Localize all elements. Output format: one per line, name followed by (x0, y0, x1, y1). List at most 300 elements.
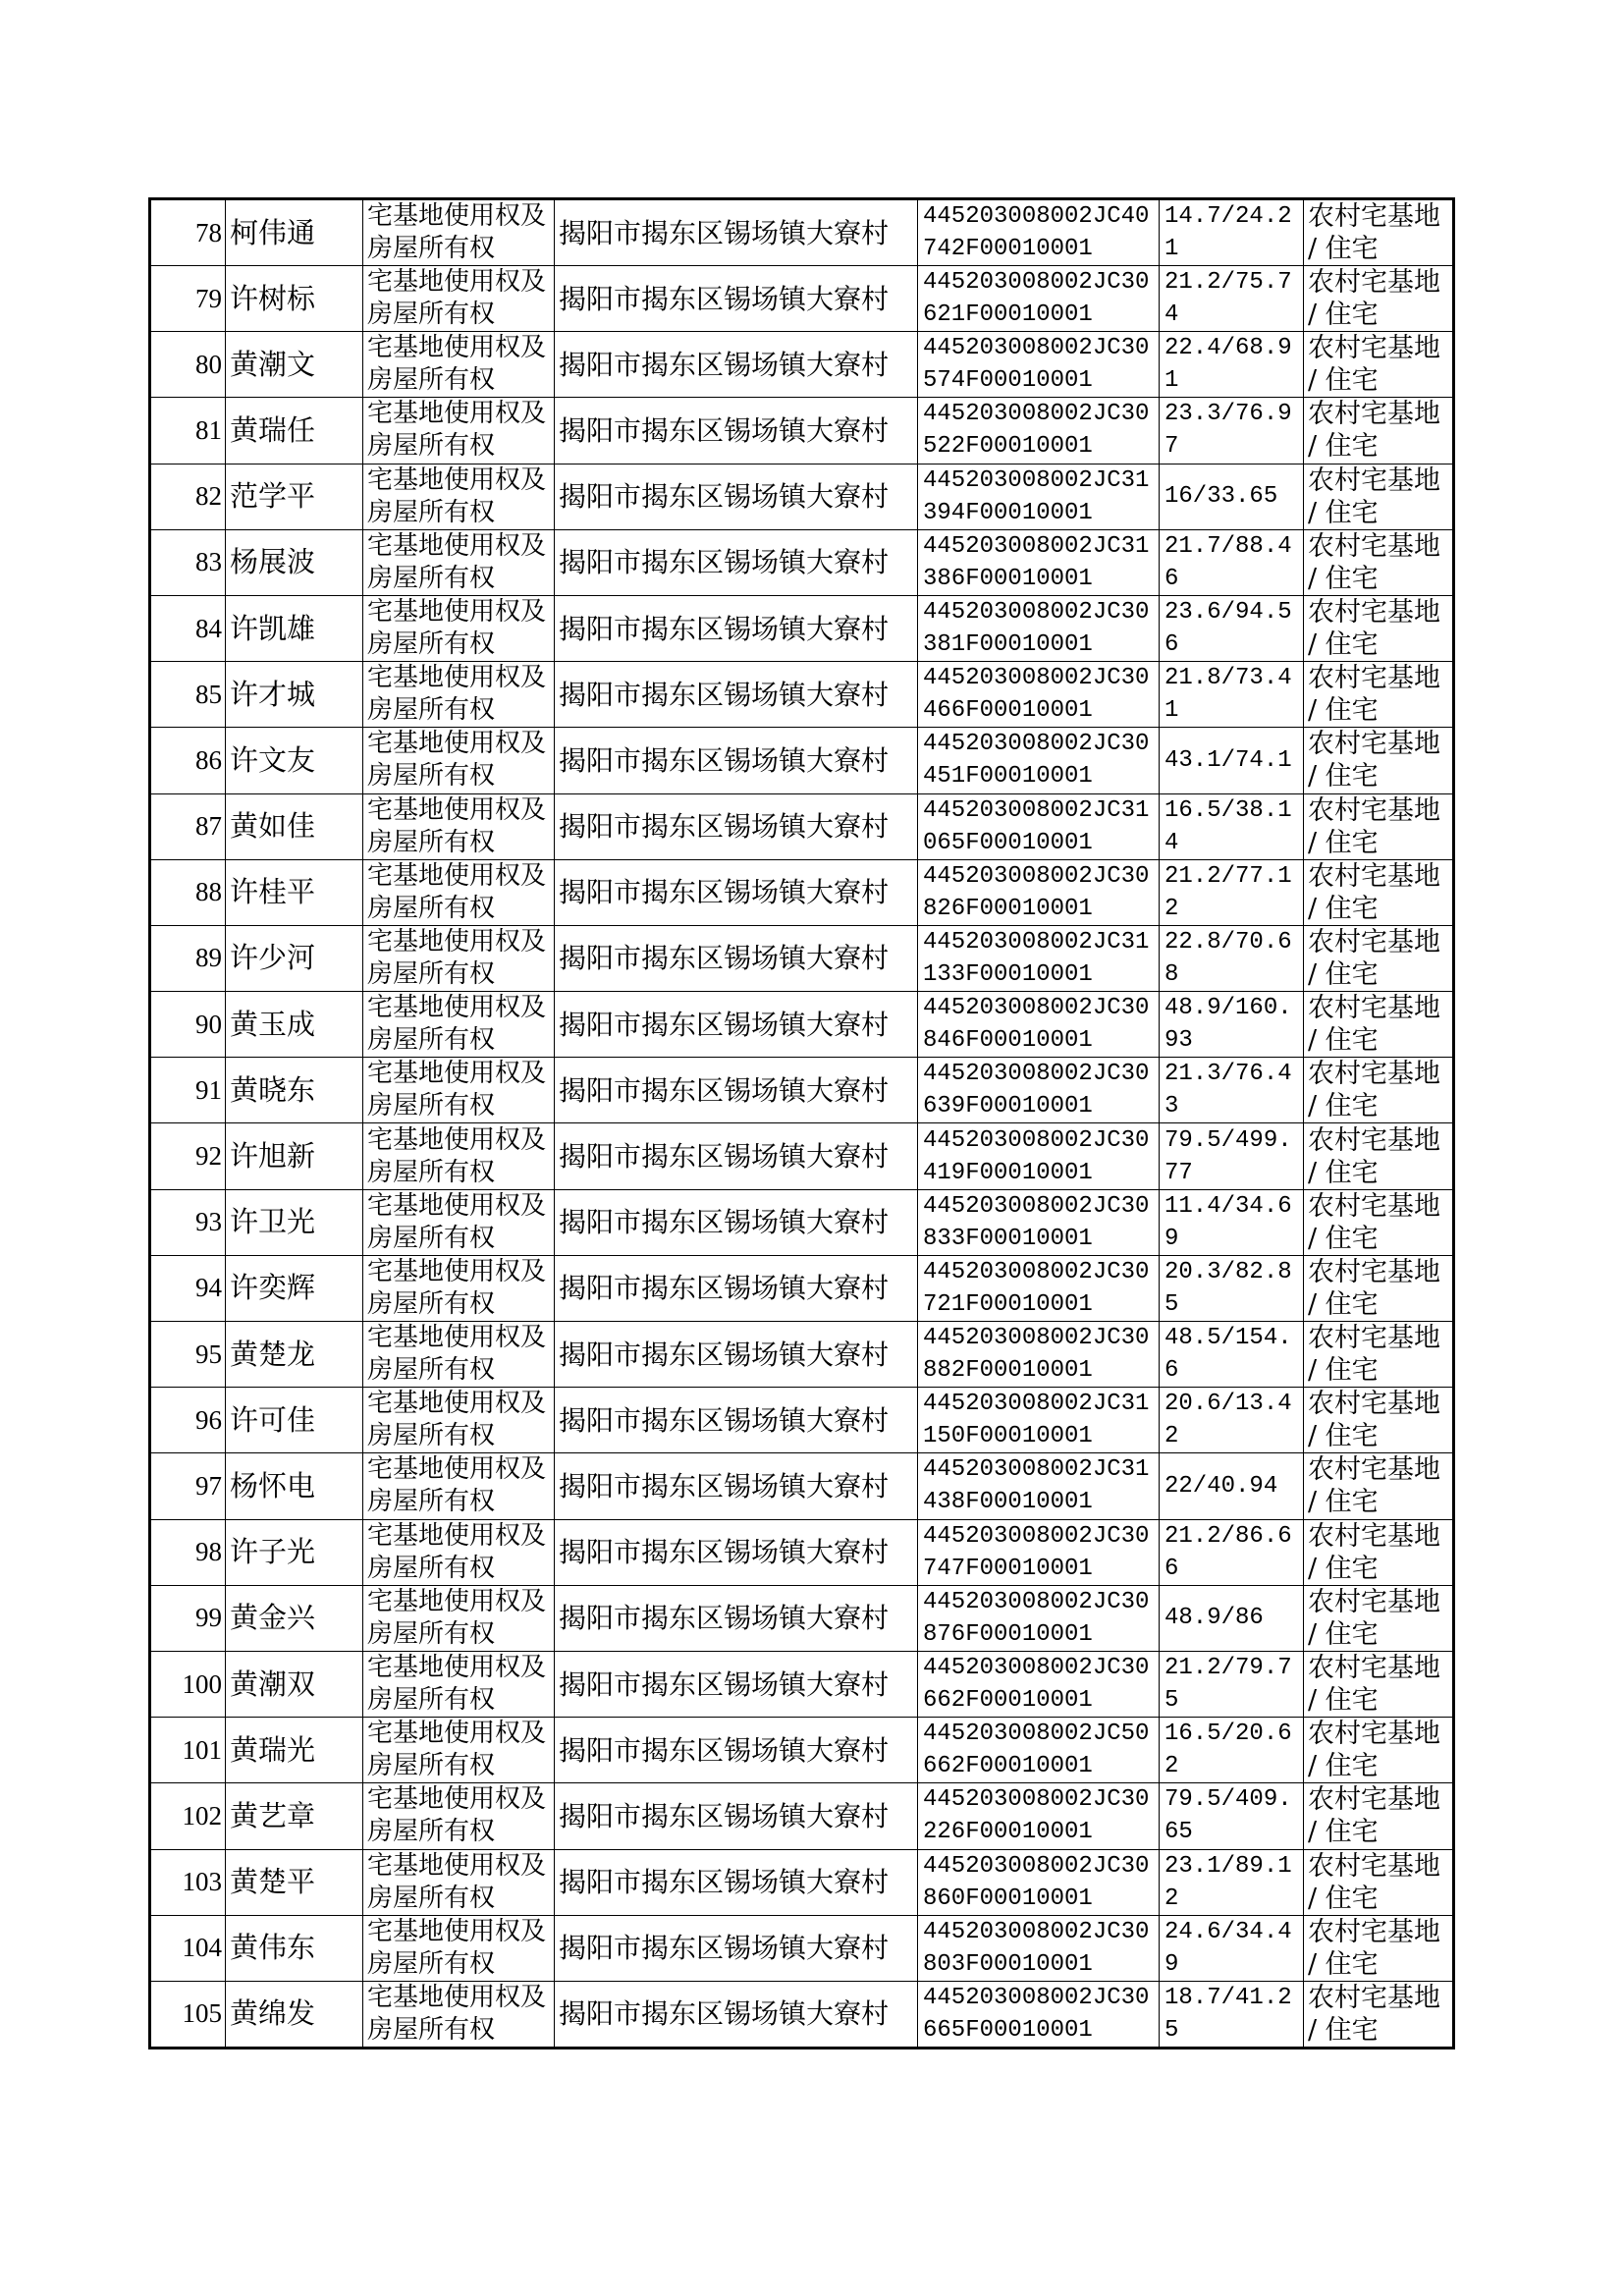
area-value (1160, 199, 1304, 266)
owner-name-text: 黄晓东 (230, 1072, 316, 1107)
land-use-text: 农村宅基地 / 住宅 (1308, 1454, 1440, 1518)
owner-name-text: 许卫光 (230, 1205, 316, 1239)
location-text: 揭阳市揭东区锡场镇大寮村 (559, 1733, 890, 1767)
land-use (1304, 1849, 1454, 1915)
unit-code-text: 445203008002JC31065F00010001 (923, 796, 1150, 856)
owner-name-text: 黄艺章 (230, 1798, 316, 1832)
owner-name (226, 1058, 363, 1123)
row-number-text: 101 (182, 1734, 222, 1765)
land-use (1304, 925, 1454, 991)
area-value (1160, 1123, 1304, 1189)
owner-name-text: 黄玉成 (230, 1007, 316, 1041)
table-row (150, 1651, 1454, 1717)
area-value (1160, 1718, 1304, 1783)
location-text: 揭阳市揭东区锡场镇大寮村 (559, 1799, 890, 1832)
owner-name (226, 1783, 363, 1849)
owner-name-text: 黄如佳 (230, 809, 316, 844)
row-number-text: 104 (182, 1933, 222, 1963)
right-type-text: 宅基地使用权及房屋所有权 (367, 1653, 547, 1716)
owner-name (226, 398, 363, 464)
row-number-text: 100 (182, 1668, 222, 1699)
unit-code (918, 1388, 1160, 1453)
location (555, 1981, 918, 2048)
land-use-text: 农村宅基地 / 住宅 (1308, 1653, 1440, 1717)
location-text: 揭阳市揭东区锡场镇大寮村 (559, 1272, 890, 1305)
right-type (363, 925, 555, 991)
land-use-text: 农村宅基地 / 住宅 (1308, 464, 1440, 528)
unit-code (918, 199, 1160, 266)
unit-code-text: 445203008002JC30419F00010001 (923, 1126, 1150, 1186)
row-number-text: 91 (195, 1074, 222, 1105)
area-value-text: 21.2/75.74 (1164, 269, 1292, 329)
unit-code (918, 1651, 1160, 1717)
land-use (1304, 1585, 1454, 1651)
owner-name (226, 1585, 363, 1651)
unit-code (918, 859, 1160, 925)
table-row (150, 728, 1454, 793)
area-value-text: 43.1/74.1 (1164, 746, 1292, 774)
unit-code (918, 332, 1160, 398)
area-value-text: 21.8/73.41 (1164, 665, 1292, 725)
row-number (150, 199, 226, 266)
land-use (1304, 662, 1454, 728)
land-use-text: 农村宅基地 / 住宅 (1308, 860, 1440, 924)
table-row (150, 332, 1454, 398)
unit-code (918, 1915, 1160, 1981)
location-text: 揭阳市揭东区锡场镇大寮村 (559, 1997, 890, 2031)
owner-name-text: 黄潮文 (230, 347, 316, 381)
row-number (150, 1585, 226, 1651)
right-type (363, 1783, 555, 1849)
location (555, 1519, 918, 1585)
right-type-text: 宅基地使用权及房屋所有权 (367, 1586, 547, 1649)
location-text: 揭阳市揭东区锡场镇大寮村 (559, 480, 890, 514)
land-use (1304, 1189, 1454, 1255)
land-use-text: 农村宅基地 / 住宅 (1308, 1982, 1440, 2046)
land-use-text: 农村宅基地 / 住宅 (1308, 993, 1440, 1057)
owner-name-text: 许桂平 (230, 875, 316, 909)
right-type-text: 宅基地使用权及房屋所有权 (367, 1190, 547, 1253)
table-row (150, 1849, 1454, 1915)
row-number-text: 86 (195, 744, 222, 775)
owner-name (226, 1189, 363, 1255)
land-use (1304, 1981, 1454, 2048)
table-row (150, 1915, 1454, 1981)
land-use-text: 农村宅基地 / 住宅 (1308, 1784, 1440, 1848)
row-number-text: 81 (195, 414, 222, 445)
table-row (150, 1585, 1454, 1651)
right-type-text: 宅基地使用权及房屋所有权 (367, 1982, 547, 2045)
land-use-text: 农村宅基地 / 住宅 (1308, 1586, 1440, 1650)
location (555, 266, 918, 332)
right-type-text: 宅基地使用权及房屋所有权 (367, 1520, 547, 1583)
owner-name-text: 黄瑞任 (230, 412, 316, 447)
land-use (1304, 595, 1454, 661)
row-number (150, 925, 226, 991)
table-row (150, 595, 1454, 661)
right-type-text: 宅基地使用权及房屋所有权 (367, 926, 547, 989)
owner-name-text: 许奕辉 (230, 1271, 316, 1305)
location (555, 595, 918, 661)
row-number-text: 95 (195, 1339, 222, 1369)
right-type (363, 1189, 555, 1255)
location (555, 199, 918, 266)
row-number (150, 1453, 226, 1519)
table-row (150, 1123, 1454, 1189)
location-text: 揭阳市揭东区锡场镇大寮村 (559, 1932, 890, 1965)
unit-code (918, 1058, 1160, 1123)
row-number (150, 529, 226, 595)
location-text: 揭阳市揭东区锡场镇大寮村 (559, 942, 890, 975)
unit-code-text: 445203008002JC30522F00010001 (923, 401, 1150, 461)
table-row (150, 1981, 1454, 2048)
unit-code-text: 445203008002JC30833F00010001 (923, 1192, 1150, 1252)
land-use (1304, 332, 1454, 398)
unit-code (918, 1585, 1160, 1651)
land-use (1304, 1255, 1454, 1321)
table-body (150, 199, 1454, 2049)
table-row (150, 1189, 1454, 1255)
right-type-text: 宅基地使用权及房屋所有权 (367, 597, 547, 660)
right-type-text: 宅基地使用权及房屋所有权 (367, 333, 547, 396)
land-use (1304, 1651, 1454, 1717)
area-value (1160, 1651, 1304, 1717)
area-value-text: 22.4/68.91 (1164, 335, 1292, 395)
owner-name (226, 1123, 363, 1189)
right-type (363, 662, 555, 728)
location (555, 1058, 918, 1123)
unit-code (918, 464, 1160, 529)
location (555, 1849, 918, 1915)
row-number-text: 102 (182, 1800, 222, 1831)
unit-code-text: 445203008002JC30574F00010001 (923, 335, 1150, 395)
unit-code (918, 1123, 1160, 1189)
area-value (1160, 398, 1304, 464)
table-row (150, 1058, 1454, 1123)
right-type (363, 1255, 555, 1321)
unit-code (918, 1849, 1160, 1915)
area-value (1160, 529, 1304, 595)
unit-code (918, 529, 1160, 595)
row-number-text: 84 (195, 613, 222, 643)
unit-code-text: 445203008002JC30665F00010001 (923, 1984, 1150, 2044)
unit-code-text: 445203008002JC30621F00010001 (923, 269, 1150, 329)
row-number-text: 105 (182, 1998, 222, 2029)
unit-code (918, 1783, 1160, 1849)
land-use-text: 农村宅基地 / 住宅 (1308, 399, 1440, 463)
table-row (150, 266, 1454, 332)
right-type-text: 宅基地使用权及房屋所有权 (367, 993, 547, 1056)
right-type-text: 宅基地使用权及房屋所有权 (367, 1389, 547, 1451)
location-text: 揭阳市揭东区锡场镇大寮村 (559, 1140, 890, 1174)
row-number (150, 1849, 226, 1915)
owner-name-text: 黄楚龙 (230, 1337, 316, 1371)
land-use-text: 农村宅基地 / 住宅 (1308, 663, 1440, 727)
land-use (1304, 1388, 1454, 1453)
land-use-text: 农村宅基地 / 住宅 (1308, 597, 1440, 661)
area-value-text: 48.9/86 (1164, 1605, 1264, 1632)
land-use (1304, 529, 1454, 595)
right-type-text: 宅基地使用权及房屋所有权 (367, 1256, 547, 1319)
row-number (150, 1915, 226, 1981)
row-number (150, 332, 226, 398)
row-number (150, 398, 226, 464)
location (555, 992, 918, 1058)
owner-name (226, 925, 363, 991)
row-number-text: 85 (195, 679, 222, 709)
area-value (1160, 1981, 1304, 2048)
area-value-text: 22/40.94 (1164, 1472, 1278, 1500)
area-value-text: 21.2/77.12 (1164, 862, 1292, 922)
row-number-text: 82 (195, 481, 222, 512)
area-value (1160, 728, 1304, 793)
owner-name (226, 1915, 363, 1981)
right-type-text: 宅基地使用权及房屋所有权 (367, 1719, 547, 1781)
land-use-text: 农村宅基地 / 住宅 (1308, 1124, 1440, 1188)
row-number (150, 1388, 226, 1453)
row-number (150, 662, 226, 728)
row-number-text: 96 (195, 1404, 222, 1435)
location-text: 揭阳市揭东区锡场镇大寮村 (559, 1469, 890, 1503)
area-value-text: 23.1/89.12 (1164, 1852, 1292, 1912)
unit-code-text: 445203008002JC31438F00010001 (923, 1456, 1150, 1516)
row-number-text: 79 (195, 283, 222, 313)
area-value (1160, 1322, 1304, 1388)
area-value-text: 14.7/24.21 (1164, 203, 1292, 262)
row-number-text: 78 (195, 217, 222, 247)
unit-code (918, 1255, 1160, 1321)
right-type (363, 793, 555, 859)
row-number (150, 859, 226, 925)
land-use (1304, 1123, 1454, 1189)
right-type (363, 266, 555, 332)
location (555, 398, 918, 464)
location (555, 793, 918, 859)
location (555, 1718, 918, 1783)
unit-code-text: 445203008002JC30226F00010001 (923, 1786, 1150, 1846)
location-text: 揭阳市揭东区锡场镇大寮村 (559, 810, 890, 844)
table-row (150, 1519, 1454, 1585)
row-number (150, 1189, 226, 1255)
table-row (150, 1783, 1454, 1849)
area-value-text: 11.4/34.69 (1164, 1192, 1292, 1252)
right-type-text: 宅基地使用权及房屋所有权 (367, 1059, 547, 1121)
right-type-text: 宅基地使用权及房屋所有权 (367, 530, 547, 593)
location (555, 1255, 918, 1321)
land-use-text: 农村宅基地 / 住宅 (1308, 1059, 1440, 1122)
area-value (1160, 1255, 1304, 1321)
row-number (150, 728, 226, 793)
location-text: 揭阳市揭东区锡场镇大寮村 (559, 1206, 890, 1239)
area-value-text: 23.6/94.56 (1164, 599, 1292, 659)
owner-name (226, 1453, 363, 1519)
area-value (1160, 1915, 1304, 1981)
unit-code (918, 1519, 1160, 1585)
unit-code-text: 445203008002JC40742F00010001 (923, 203, 1150, 262)
right-type (363, 1651, 555, 1717)
owner-name (226, 1255, 363, 1321)
location (555, 728, 918, 793)
land-use (1304, 728, 1454, 793)
table-row (150, 925, 1454, 991)
row-number-text: 92 (195, 1141, 222, 1172)
owner-name-text: 许才城 (230, 677, 316, 711)
owner-name-text: 黄楚平 (230, 1865, 316, 1899)
location-text: 揭阳市揭东区锡场镇大寮村 (559, 1403, 890, 1437)
location-text: 揭阳市揭东区锡场镇大寮村 (559, 1338, 890, 1371)
land-use-text: 农村宅基地 / 住宅 (1308, 201, 1440, 264)
right-type (363, 1981, 555, 2048)
area-value (1160, 332, 1304, 398)
row-number (150, 1783, 226, 1849)
location (555, 1453, 918, 1519)
row-number-text: 83 (195, 547, 222, 577)
owner-name-text: 黄潮双 (230, 1667, 316, 1701)
right-type-text: 宅基地使用权及房屋所有权 (367, 1124, 547, 1187)
row-number-text: 98 (195, 1537, 222, 1567)
row-number-text: 99 (195, 1603, 222, 1633)
land-use-text: 农村宅基地 / 住宅 (1308, 729, 1440, 792)
row-number (150, 1322, 226, 1388)
owner-name (226, 1322, 363, 1388)
row-number-text: 88 (195, 877, 222, 907)
land-use-text: 农村宅基地 / 住宅 (1308, 333, 1440, 397)
area-value-text: 20.6/13.42 (1164, 1391, 1292, 1450)
row-number (150, 1718, 226, 1783)
unit-code-text: 445203008002JC31133F00010001 (923, 928, 1150, 988)
land-use-text: 农村宅基地 / 住宅 (1308, 1916, 1440, 1980)
area-value-text: 20.3/82.85 (1164, 1258, 1292, 1318)
right-type (363, 728, 555, 793)
row-number-text: 80 (195, 349, 222, 379)
table-row (150, 793, 1454, 859)
row-number-text: 89 (195, 943, 222, 973)
land-use (1304, 1718, 1454, 1783)
area-value-text: 79.5/499.77 (1164, 1126, 1292, 1186)
right-type (363, 1718, 555, 1783)
location (555, 859, 918, 925)
unit-code (918, 266, 1160, 332)
location-text: 揭阳市揭东区锡场镇大寮村 (559, 282, 890, 315)
location-text: 揭阳市揭东区锡场镇大寮村 (559, 1667, 890, 1701)
area-value (1160, 1783, 1304, 1849)
owner-name (226, 529, 363, 595)
owner-name (226, 662, 363, 728)
unit-code-text: 445203008002JC30662F00010001 (923, 1655, 1150, 1715)
owner-name-text: 杨怀电 (230, 1468, 316, 1503)
row-number-text: 103 (182, 1867, 222, 1897)
area-value-text: 21.2/79.75 (1164, 1655, 1292, 1715)
owner-name-text: 黄金兴 (230, 1601, 316, 1635)
unit-code (918, 1189, 1160, 1255)
table-row (150, 398, 1454, 464)
row-number-text: 87 (195, 811, 222, 842)
unit-code (918, 992, 1160, 1058)
owner-name-text: 许凯雄 (230, 611, 316, 645)
right-type-text: 宅基地使用权及房屋所有权 (367, 1454, 547, 1517)
land-use (1304, 199, 1454, 266)
land-use-text: 农村宅基地 / 住宅 (1308, 926, 1440, 990)
right-type-text: 宅基地使用权及房屋所有权 (367, 464, 547, 527)
unit-code-text: 445203008002JC30860F00010001 (923, 1852, 1150, 1912)
location-text: 揭阳市揭东区锡场镇大寮村 (559, 1073, 890, 1107)
unit-code-text: 445203008002JC30639F00010001 (923, 1061, 1150, 1120)
land-use (1304, 1322, 1454, 1388)
area-value-text: 21.7/88.46 (1164, 532, 1292, 592)
row-number-text: 90 (195, 1009, 222, 1039)
location-text: 揭阳市揭东区锡场镇大寮村 (559, 413, 890, 447)
location (555, 1915, 918, 1981)
land-use (1304, 464, 1454, 529)
row-number-text: 93 (195, 1207, 222, 1237)
table-row (150, 1388, 1454, 1453)
land-use (1304, 859, 1454, 925)
owner-name (226, 728, 363, 793)
location (555, 1322, 918, 1388)
area-value (1160, 595, 1304, 661)
unit-code-text: 445203008002JC30826F00010001 (923, 862, 1150, 922)
area-value-text: 18.7/41.25 (1164, 1984, 1292, 2044)
area-value-text: 22.8/70.68 (1164, 928, 1292, 988)
area-value (1160, 1519, 1304, 1585)
area-value-text: 48.9/160.93 (1164, 995, 1292, 1055)
owner-name-text: 黄绵发 (230, 1996, 316, 2031)
area-value (1160, 1388, 1304, 1453)
owner-name-text: 黄伟东 (230, 1931, 316, 1965)
location (555, 662, 918, 728)
right-type (363, 529, 555, 595)
unit-code-text: 445203008002JC30747F00010001 (923, 1522, 1150, 1582)
land-use-text: 农村宅基地 / 住宅 (1308, 1190, 1440, 1254)
location-text: 揭阳市揭东区锡场镇大寮村 (559, 1602, 890, 1635)
location (555, 1585, 918, 1651)
right-type-text: 宅基地使用权及房屋所有权 (367, 663, 547, 726)
right-type (363, 398, 555, 464)
area-value (1160, 859, 1304, 925)
land-use-text: 农村宅基地 / 住宅 (1308, 530, 1440, 594)
unit-code-text: 445203008002JC30876F00010001 (923, 1588, 1150, 1648)
location (555, 464, 918, 529)
unit-code (918, 662, 1160, 728)
right-type-text: 宅基地使用权及房屋所有权 (367, 399, 547, 462)
location (555, 529, 918, 595)
owner-name-text: 许少河 (230, 941, 316, 975)
unit-code-text: 445203008002JC50662F00010001 (923, 1721, 1150, 1780)
row-number-text: 97 (195, 1470, 222, 1501)
unit-code (918, 398, 1160, 464)
area-value-text: 21.3/76.43 (1164, 1061, 1292, 1120)
row-number (150, 464, 226, 529)
right-type (363, 464, 555, 529)
land-use-text: 农村宅基地 / 住宅 (1308, 1520, 1440, 1584)
right-type (363, 1322, 555, 1388)
owner-name (226, 1981, 363, 2048)
area-value (1160, 992, 1304, 1058)
row-number-text: 94 (195, 1273, 222, 1303)
right-type (363, 595, 555, 661)
area-value (1160, 1849, 1304, 1915)
area-value (1160, 662, 1304, 728)
right-type (363, 1915, 555, 1981)
owner-name-text: 黄瑞光 (230, 1732, 316, 1767)
owner-name-text: 许旭新 (230, 1139, 316, 1174)
right-type-text: 宅基地使用权及房屋所有权 (367, 201, 547, 263)
right-type (363, 1849, 555, 1915)
land-use (1304, 1453, 1454, 1519)
unit-code-text: 445203008002JC30721F00010001 (923, 1258, 1150, 1318)
land-use (1304, 1783, 1454, 1849)
unit-code (918, 1453, 1160, 1519)
